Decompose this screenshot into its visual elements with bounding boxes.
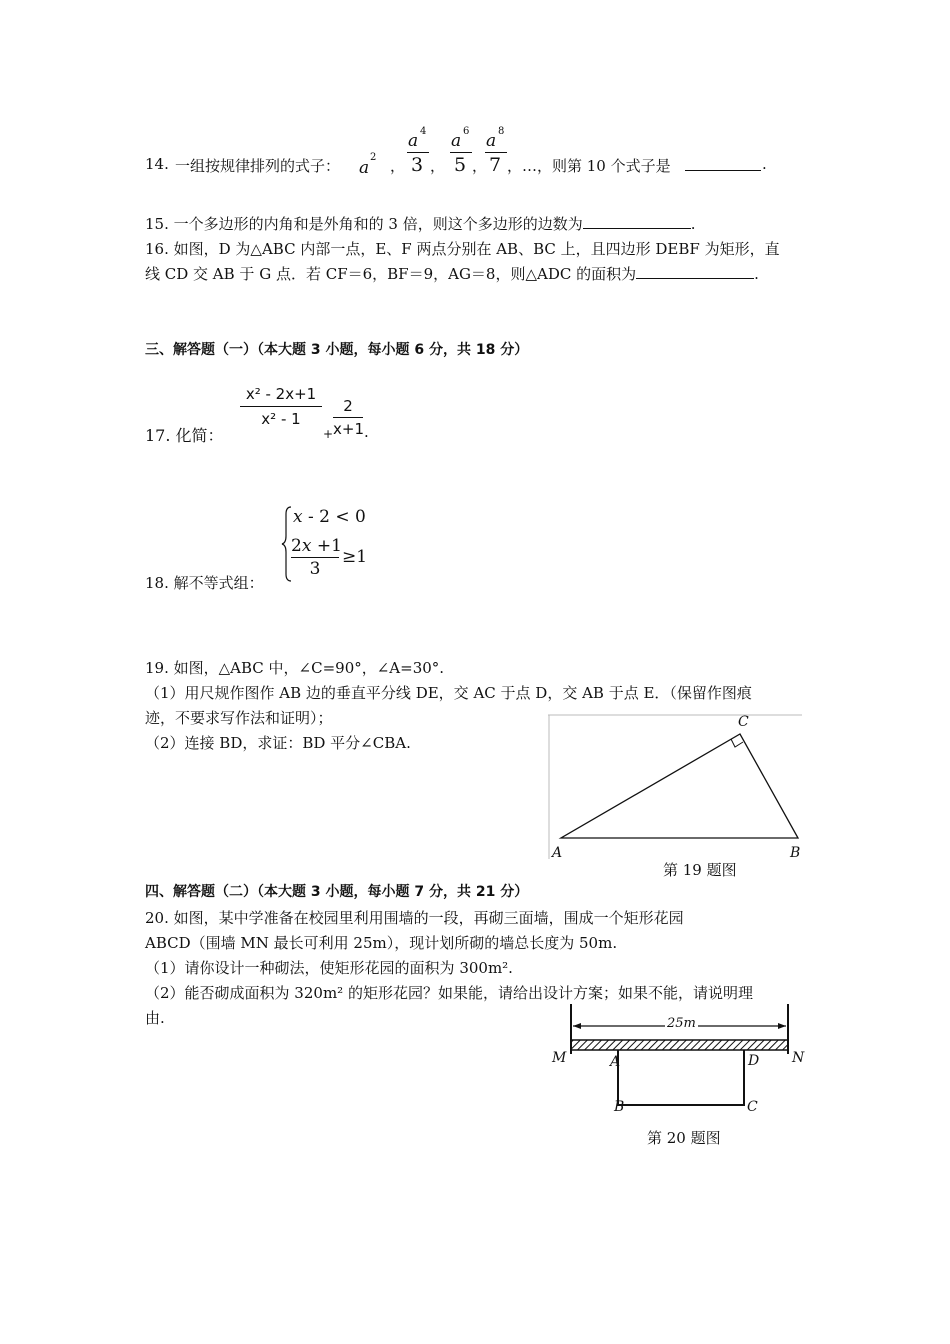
q16-line2-wrap	[145, 263, 759, 284]
q17-frac1	[240, 385, 322, 428]
q14-frac1-num: a	[408, 131, 419, 151]
q14-frac3-exp: 8	[498, 126, 505, 137]
q18	[145, 500, 405, 590]
q14-frac3-den: 7	[489, 154, 502, 176]
q18-ineq2-den: 3	[309, 559, 321, 579]
q14-end: .	[762, 155, 767, 173]
figure-20-label-m: M	[552, 1050, 567, 1066]
q20-line1: 20. 如图，某中学准备在校园里利用围墙的一段，再砌三面墙，围成一个矩形花园	[145, 909, 684, 927]
q18-label: 18. 解不等式组：	[145, 574, 264, 592]
figure-20-label-25m: 25m	[667, 1016, 696, 1031]
q17-frac1-num: x² - 2x+1	[240, 385, 322, 407]
q14-frac1-den: 3	[411, 154, 424, 176]
q14-sep3: ，	[472, 157, 488, 175]
q14-frac2-exp: 6	[463, 126, 470, 137]
q14-a2-exp: 2	[370, 152, 377, 163]
q14-frac2-den: 5	[454, 154, 467, 176]
q15-text: 15. 一个多边形的内角和是外角和的 3 倍，则这个多边形的边数为	[145, 215, 583, 233]
q16-line2: 线 CD 交 AB 于 G 点．若 CF＝6，BF＝9，AG＝8，则△ADC 的面积为	[145, 265, 637, 283]
q17-frac1-den: x² - 1	[261, 410, 301, 428]
figure-19-label-b: B	[790, 845, 801, 861]
q17-frac2-den: x+1	[333, 420, 364, 438]
q17-end: .	[364, 423, 369, 441]
q14-number: 14.	[145, 155, 169, 173]
figure-19-triangle	[548, 714, 803, 860]
q17-label: 17. 化简：	[145, 426, 224, 445]
q14-frac1-exp: 4	[420, 126, 427, 137]
q17-plus: +	[323, 427, 334, 441]
q19-line2: （1）用尺规作图作 AB 边的垂直平分线 DE，交 AC 于点 D，交 AB 于点 E．（保留作图痕	[145, 684, 752, 702]
q19-line1: 19. 如图，△ABC 中，∠C=90°，∠A=30°.	[145, 659, 445, 677]
figure-19-label-a: A	[552, 845, 563, 861]
figure-20-caption: 第 20 题图	[647, 1129, 721, 1147]
q18-ineq2-frac	[291, 536, 342, 579]
q20-line5: 由.	[145, 1009, 165, 1027]
q18-ineq2-rel: ≥1	[342, 547, 368, 567]
section3-title: 三、解答题（一）（本大题 3 小题，每小题 6 分，共 18 分）	[145, 342, 529, 358]
q15-answer-blank[interactable]	[583, 214, 691, 229]
figure-20	[552, 1004, 812, 1152]
q19-line3: 迹，不要求写作法和证明）；	[145, 709, 333, 727]
q14-answer-blank[interactable]	[685, 170, 761, 171]
q16-end: .	[754, 265, 759, 283]
q19-line4: （2）连接 BD，求证：BD 平分∠CBA.	[145, 734, 411, 752]
figure-20-label-d: D	[748, 1053, 760, 1069]
section4-title: 四、解答题（二）（本大题 3 小题，每小题 7 分，共 21 分）	[145, 884, 529, 900]
figure-19-caption: 第 19 题图	[663, 861, 737, 879]
q18-ineq1: x - 2 < 0	[293, 507, 366, 527]
q15-line	[145, 213, 696, 234]
q14-frac3-num: a	[486, 131, 497, 151]
q16-line1: 16. 如图，D 为△ABC 内部一点，E、F 两点分别在 AB、BC 上，且四边形 DEBF 为矩形，直	[145, 240, 780, 258]
q18-ineq2-num: 2x +1	[291, 536, 342, 556]
q20-line2: ABCD（围墙 MN 最长可利用 25m），现计划所砌的墙总长度为 50m.	[145, 934, 618, 952]
figure-19-label-c: C	[738, 714, 749, 730]
figure-20-label-b: B	[614, 1099, 625, 1115]
q14-frac2-num: a	[451, 131, 462, 151]
q14-suffix: ，…，则第 10 个式子是	[507, 157, 671, 175]
q16-answer-blank[interactable]	[636, 264, 754, 279]
q20-line3: （1）请你设计一种砌法，使矩形花园的面积为 300m².	[145, 959, 513, 977]
figure-20-label-n: N	[792, 1050, 805, 1066]
q17-frac2-num: 2	[333, 397, 363, 418]
q17	[145, 385, 405, 445]
q20-line4: （2）能否砌成面积为 320m² 的矩形花园？如果能，请给出设计方案；如果不能，请说明理	[145, 984, 753, 1002]
figure-20-label-c: C	[747, 1099, 758, 1115]
q14-prefix: 一组按规律排列的式子：	[175, 157, 341, 175]
q17-frac2	[333, 397, 363, 438]
figure-19	[548, 714, 803, 894]
q15-end: .	[690, 215, 696, 233]
q14-a: a	[359, 158, 370, 178]
q14-sep2: ，	[430, 157, 446, 175]
q14-sep1: ，	[390, 157, 406, 175]
figure-20-label-a: A	[610, 1054, 621, 1070]
